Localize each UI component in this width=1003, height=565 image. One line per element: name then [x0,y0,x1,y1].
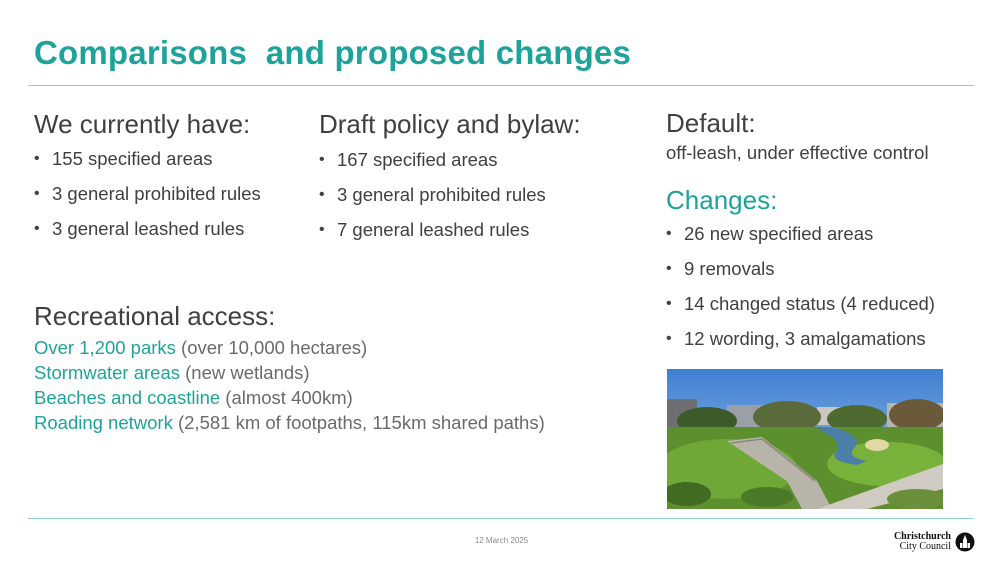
footer-divider [28,518,974,519]
logo-line2: City Council [899,541,951,552]
current-heading: We currently have: [34,109,251,139]
row-detail: (new wetlands) [180,362,310,383]
draft-column [319,109,581,247]
cathedral-logo-icon [955,532,975,552]
row-highlight: Roading network [34,412,173,433]
list-item: • 7 general leashed rules [319,212,581,247]
row-highlight: Over 1,200 parks [34,337,176,358]
footer-date: 12 March 2025 [474,536,529,545]
recreational-row [34,360,545,385]
changes-list [666,216,935,356]
list-item: • 26 new specified areas [666,216,935,251]
default-text: off-leash, under effective control [666,142,929,163]
park-photo [667,369,943,509]
recreational-access-section [34,300,545,435]
row-highlight: Stormwater areas [34,362,180,383]
recreational-row [34,410,545,435]
row-detail: (over 10,000 hectares) [175,337,368,358]
current-column [34,109,261,246]
list-item: • 12 wording, 3 amalgamations [666,321,935,356]
draft-heading: Draft policy and bylaw: [319,109,581,139]
draft-list [319,142,581,247]
list-item: • 3 general prohibited rules [34,176,261,211]
logo-line1: Christchurch [893,531,951,542]
default-heading: Default: [666,108,756,138]
recreational-row [34,335,545,360]
row-highlight: Beaches and coastline [34,387,221,408]
list-item: • 167 specified areas [319,142,581,177]
changes-heading: Changes: [666,185,778,215]
row-detail: (2,581 km of footpaths, 115km shared paths) [172,412,545,433]
council-logo [894,532,975,552]
recreational-row [34,385,545,410]
row-detail: (almost 400km) [220,387,353,408]
default-changes-column [666,108,935,356]
list-item: • 3 general leashed rules [34,211,261,246]
current-list [34,141,261,246]
title-divider [28,85,974,86]
list-item: • 155 specified areas [34,141,261,176]
list-item: • 3 general prohibited rules [319,177,581,212]
list-item: • 14 changed status (4 reduced) [666,286,935,321]
recreational-heading: Recreational access: [34,301,276,331]
list-item: • 9 removals [666,251,935,286]
slide-title: Comparisons and proposed changes [34,34,632,71]
